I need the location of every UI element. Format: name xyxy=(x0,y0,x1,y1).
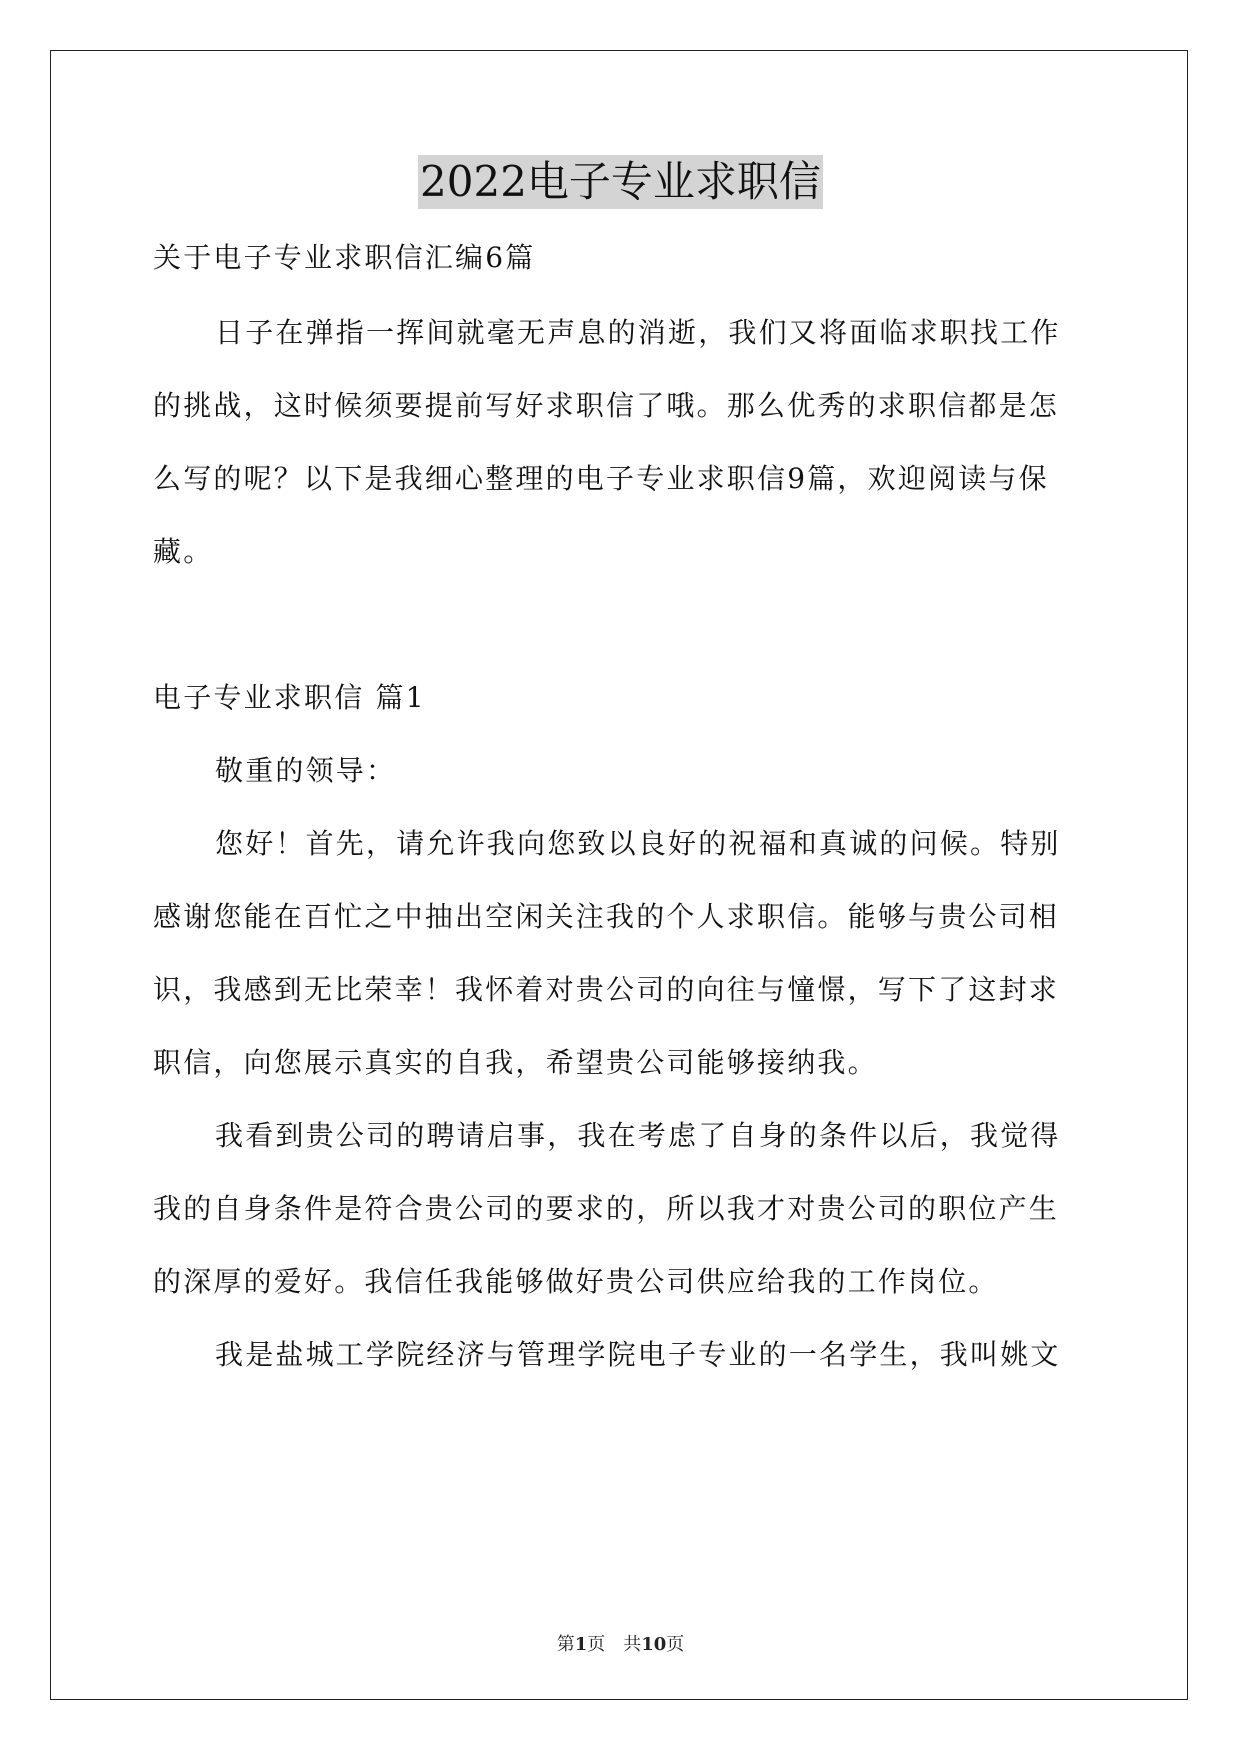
page-border xyxy=(50,50,1188,1700)
intro-line-4: 藏。 xyxy=(153,535,214,568)
footer-page-suffix: 页 xyxy=(666,1634,685,1655)
paragraph2-line-2: 我的自身条件是符合贵公司的要求的，所以我才对贵公司的职位产生 xyxy=(153,1192,1060,1225)
footer-page-mid: 页 共 xyxy=(587,1634,642,1655)
paragraph1-line-3: 识，我感到无比荣幸！我怀着对贵公司的向往与憧憬，写下了这封求 xyxy=(153,973,1060,1006)
paragraph2-line-1: 我看到贵公司的聘请启事，我在考虑了自身的条件以后，我觉得 xyxy=(215,1119,1061,1152)
section-heading: 电子专业求职信 篇1 xyxy=(153,681,426,714)
document-title: 2022电子专业求职信 xyxy=(418,155,823,209)
intro-line-2: 的挑战，这时候须要提前写好求职信了哦。那么优秀的求职信都是怎 xyxy=(153,389,1060,422)
salutation: 敬重的领导： xyxy=(215,754,397,787)
intro-line-1: 日子在弹指一挥间就毫无声息的消逝，我们又将面临求职找工作 xyxy=(215,316,1061,349)
paragraph1-line-4: 职信，向您展示真实的自我，希望贵公司能够接纳我。 xyxy=(153,1046,878,1079)
paragraph1-line-1: 您好！首先，请允许我向您致以良好的祝福和真诚的问候。特别 xyxy=(215,827,1061,860)
title-container xyxy=(0,155,1241,209)
paragraph2-line-3: 的深厚的爱好。我信任我能够做好贵公司供应给我的工作岗位。 xyxy=(153,1265,999,1298)
paragraph1-line-2: 感谢您能在百忙之中抽出空闲关注我的个人求职信。能够与贵公司相 xyxy=(153,900,1060,933)
paragraph3-line-1: 我是盐城工学院经济与管理学院电子专业的一名学生，我叫姚文 xyxy=(215,1338,1061,1371)
document-subtitle: 关于电子专业求职信汇编6篇 xyxy=(153,241,536,274)
footer-page-current: 1 xyxy=(574,1634,588,1655)
footer-page-total: 10 xyxy=(641,1634,667,1655)
page-footer xyxy=(0,1633,1241,1657)
footer-page-prefix: 第 xyxy=(556,1634,575,1655)
intro-line-3: 么写的呢？以下是我细心整理的电子专业求职信9篇，欢迎阅读与保 xyxy=(153,462,1049,495)
